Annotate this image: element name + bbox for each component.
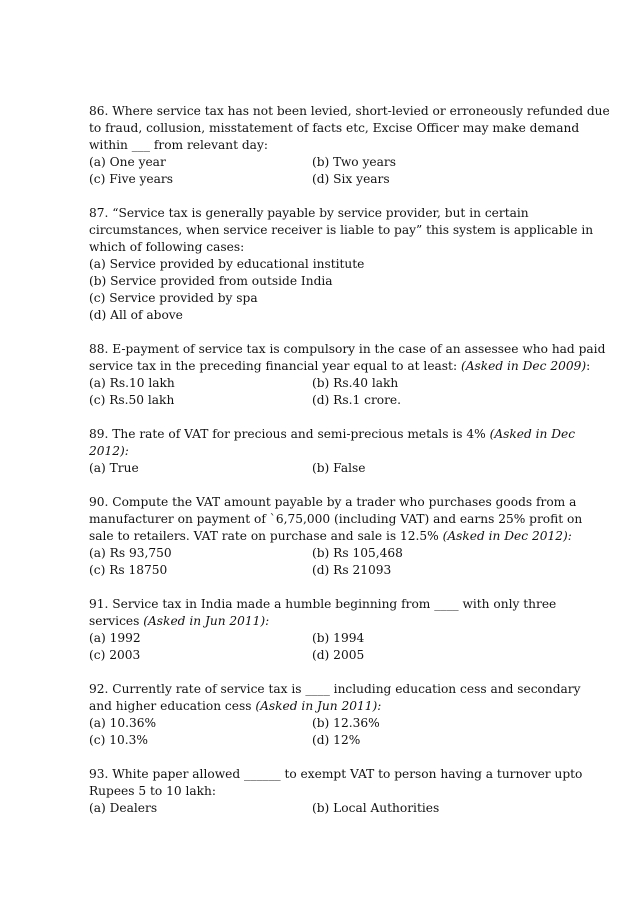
question-text: which of following cases:: [89, 240, 245, 254]
option-row: [89, 273, 578, 290]
answer-option: (b) Service provided from outside India: [89, 274, 333, 288]
answer-option: (d) 12%: [312, 733, 361, 747]
question-text: within ___ from relevant day:: [89, 138, 268, 152]
question-text: sale to retailers. VAT rate on purchase and sale is 12.5%: [89, 529, 443, 543]
answer-option: (b) Rs.40 lakh: [312, 376, 399, 390]
question-block: [89, 596, 578, 664]
answer-option: (d) 2005: [312, 648, 365, 662]
answer-option: (b) False: [312, 461, 366, 475]
question-text: :: [586, 359, 591, 373]
question-text: services: [89, 614, 144, 628]
answer-option: (b) 1994: [312, 631, 365, 645]
answer-option: (a) Dealers: [89, 801, 158, 815]
answer-option: (d) Rs 21093: [312, 563, 392, 577]
answer-option: (a) Rs.10 lakh: [89, 376, 175, 390]
option-row: [89, 392, 578, 409]
question-text: 93. White paper allowed ______ to exempt VAT to person having a turnover upto: [89, 767, 583, 781]
option-row: [89, 715, 578, 732]
question-text: manufacturer on payment of `6,75,000 (including VAT) and earns 25% profit on: [89, 512, 583, 526]
option-row: [89, 630, 578, 647]
question-text: to fraud, collusion, misstatement of facts etc, Excise Officer may make demand: [89, 121, 580, 135]
answer-option: (c) Service provided by spa: [89, 291, 258, 305]
question-block: [89, 426, 578, 477]
option-row: [89, 800, 578, 817]
option-row: [89, 256, 578, 273]
answer-option: (a) Service provided by educational institute: [89, 257, 365, 271]
answer-option: (a) Rs 93,750: [89, 546, 172, 560]
option-row: [89, 732, 578, 749]
question-text-line: [89, 103, 610, 120]
question-text-line: [89, 528, 578, 545]
question-text-line: [89, 222, 594, 239]
question-text-line: [89, 596, 578, 613]
answer-option: (a) One year: [89, 155, 166, 169]
option-row: [89, 154, 578, 171]
answer-option: (a) 1992: [89, 631, 141, 645]
answer-option: (b) 12.36%: [312, 716, 380, 730]
option-row: [89, 545, 578, 562]
question-text: 89. The rate of VAT for precious and semi-precious metals is 4%: [89, 427, 490, 441]
question-text: 91. Service tax in India made a humble beginning from ____ with only three: [89, 597, 557, 611]
question-block: [89, 103, 610, 188]
answer-option: (c) 10.3%: [89, 733, 148, 747]
question-text: 88. E-payment of service tax is compulsory in the case of an assessee who had paid: [89, 342, 606, 356]
exam-reference: (Asked in Jun 2011):: [143, 614, 270, 628]
question-block: [89, 494, 583, 579]
answer-option: (d) Six years: [312, 172, 390, 186]
question-block: [89, 205, 594, 324]
question-block: [89, 681, 581, 749]
answer-option: (b) Local Authorities: [312, 801, 440, 815]
question-text-line: [89, 681, 581, 698]
answer-option: (c) Rs.50 lakh: [89, 393, 175, 407]
answer-option: (b) Rs 105,468: [312, 546, 403, 560]
option-row: [89, 647, 578, 664]
question-text-line: [89, 511, 583, 528]
question-text: Rupees 5 to 10 lakh:: [89, 784, 217, 798]
answer-option: (a) 10.36%: [89, 716, 157, 730]
option-row: [89, 562, 578, 579]
question-text-line: [89, 358, 591, 375]
question-text-line: [89, 205, 578, 222]
question-text: 86. Where service tax has not been levied, short-levied or erroneously refunded due: [89, 104, 610, 118]
question-text: 90. Compute the VAT amount payable by a trader who purchases goods from a: [89, 495, 577, 509]
exam-reference: (Asked in Dec 2009): [460, 359, 587, 373]
exam-reference: (Asked in Jun 2011):: [255, 699, 382, 713]
answer-option: (d) Rs.1 crore.: [312, 393, 402, 407]
question-block: [89, 766, 583, 817]
question-list: [89, 103, 610, 817]
question-text: and higher education cess: [89, 699, 256, 713]
question-text-line: [89, 613, 578, 630]
option-row: [89, 460, 578, 477]
answer-option: (a) True: [89, 461, 139, 475]
question-text-line: [89, 783, 578, 800]
question-text-line: [89, 120, 578, 137]
question-text-line: [89, 426, 578, 443]
answer-option: (c) 2003: [89, 648, 141, 662]
question-text: circumstances, when service receiver is liable to pay” this system is applicable in: [89, 223, 594, 237]
question-text-line: [89, 239, 578, 256]
option-row: [89, 375, 578, 392]
question-text-line: [89, 698, 578, 715]
question-block: [89, 341, 606, 409]
option-row: [89, 171, 578, 188]
exam-reference: (Asked in Dec 2012):: [442, 529, 572, 543]
exam-reference: (Asked in Dec: [489, 427, 576, 441]
answer-option: (b) Two years: [312, 155, 396, 169]
answer-option: (c) Rs 18750: [89, 563, 168, 577]
answer-option: (c) Five years: [89, 172, 173, 186]
option-row: [89, 307, 578, 324]
question-text: 92. Currently rate of service tax is ____ including education cess and secondary: [89, 682, 581, 696]
question-text: service tax in the preceding financial year equal to at least:: [89, 359, 461, 373]
question-text: 87. “Service tax is generally payable by service provider, but in certain: [89, 206, 529, 220]
question-text-line: [89, 766, 583, 783]
question-text-line: [89, 494, 578, 511]
question-text-line: [89, 443, 578, 460]
question-text-line: [89, 137, 578, 154]
option-row: [89, 290, 578, 307]
question-text-line: [89, 341, 606, 358]
answer-option: (d) All of above: [89, 308, 183, 322]
exam-reference: 2012):: [89, 444, 129, 458]
